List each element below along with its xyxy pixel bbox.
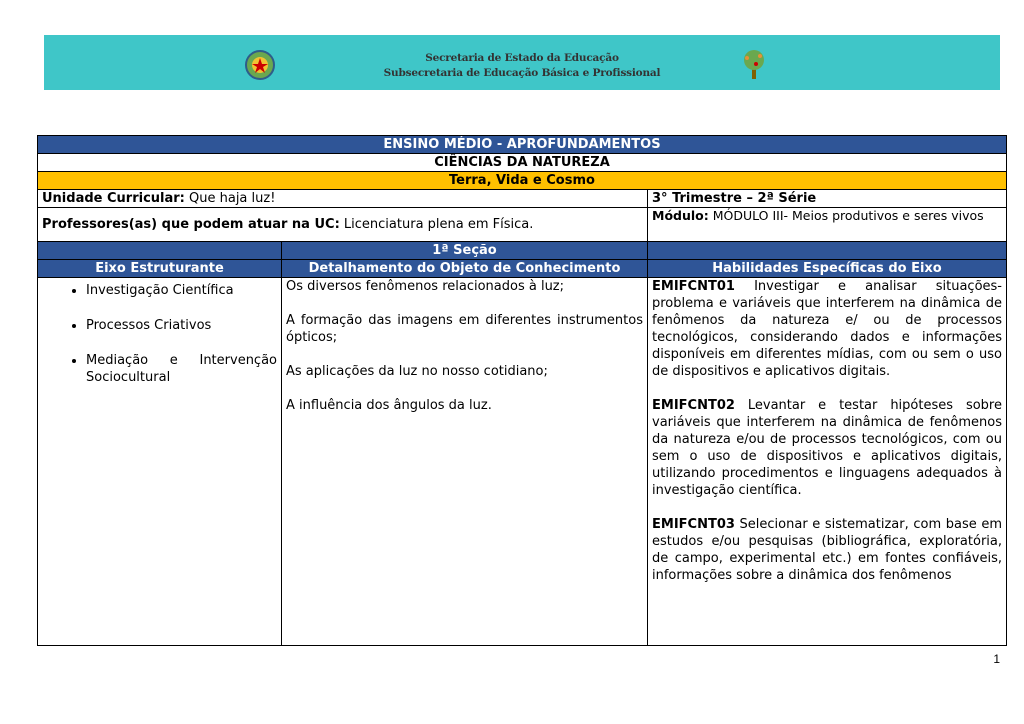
modulo-label: Módulo:	[652, 208, 709, 223]
col-header-habilidades: Habilidades Específicas do Eixo	[648, 260, 1007, 278]
unidade-label: Unidade Curricular:	[42, 191, 185, 206]
tree-logo-icon	[734, 45, 774, 85]
list-item: • Investigação Científica	[86, 282, 277, 299]
header-line-1: Secretaria de Estado da Educação	[425, 52, 619, 64]
professores-value: Licenciatura plena em Física.	[343, 217, 534, 232]
area-title: CIÊNCIAS DA NATUREZA	[38, 154, 1007, 172]
unidade-value: Que haja luz!	[189, 191, 276, 206]
objeto-item: A influência dos ângulos da luz.	[286, 398, 492, 413]
header-line-2: Subsecretaria de Educação Básica e Profissional	[383, 67, 661, 79]
list-item: • Mediação e Intervenção Sociocultural	[86, 352, 277, 386]
theme-title: Terra, Vida e Cosmo	[38, 172, 1007, 190]
objeto-item: A formação das imagens em diferentes instrumentos ópticos;	[286, 313, 643, 345]
professores-cell	[38, 208, 648, 242]
habilidade-text: Levantar e testar hipóteses sobre variáveis que interferem na dinâmica de fenômenos da natureza e/ou de processos tecnológicos, com ou sem o uso de dispositivos e aplicativos digitais, utilizando procedimentos e linguagens adequados à investigação científica.	[652, 398, 1002, 498]
unidade-cell	[38, 190, 648, 208]
page-number: 1	[993, 652, 1000, 666]
col-header-eixo: Eixo Estruturante	[38, 260, 282, 278]
curriculum-table	[37, 135, 1007, 646]
habilidade-item	[652, 278, 1002, 380]
habilidade-text: Selecionar e sistematizar, com base em estudos e/ou pesquisas (bibliográfica, exploratória, de campo, experimental etc.) em fontes confiáveis, informações sobre a dinâmica dos fenômenos	[652, 517, 1002, 583]
secao-title: 1ª Seção	[282, 242, 648, 260]
trimestre-cell: 3° Trimestre – 2ª Série	[648, 190, 1007, 208]
professores-label: Professores(as) que podem atuar na UC:	[42, 217, 340, 232]
habilidade-code: EMIFCNT01	[652, 279, 735, 294]
habilidade-code: EMIFCNT02	[652, 398, 735, 413]
habilidades-cell	[648, 278, 1007, 646]
list-item: • Processos Criativos	[86, 317, 277, 334]
eixos-list	[42, 282, 277, 386]
table-title: ENSINO MÉDIO - APROFUNDAMENTOS	[38, 136, 1007, 154]
eixos-cell	[38, 278, 282, 646]
objeto-item: As aplicações da luz no nosso cotidiano;	[286, 364, 548, 379]
habilidade-text: Investigar e analisar situações-problema e variáveis que interferem na dinâmica de fenômenos da natureza e/ ou de processos tecnológicos, considerando dados e informações disponíveis em diferentes mídias, com ou sem o uso de dispositivos e aplicativos digitais.	[652, 279, 1002, 379]
objeto-item: Os diversos fenômenos relacionados à luz;	[286, 279, 565, 294]
modulo-value: MÓDULO III- Meios produtivos e seres vivos	[712, 208, 984, 223]
habilidade-item	[652, 516, 1002, 584]
col-header-detalhamento: Detalhamento do Objeto de Conhecimento	[282, 260, 648, 278]
objetos-cell	[282, 278, 648, 646]
habilidade-item	[652, 397, 1002, 499]
secao-spacer-right	[648, 242, 1007, 260]
header-banner	[44, 35, 1000, 90]
habilidade-code: EMIFCNT03	[652, 517, 735, 532]
secao-spacer	[38, 242, 282, 260]
modulo-cell	[648, 208, 1007, 242]
